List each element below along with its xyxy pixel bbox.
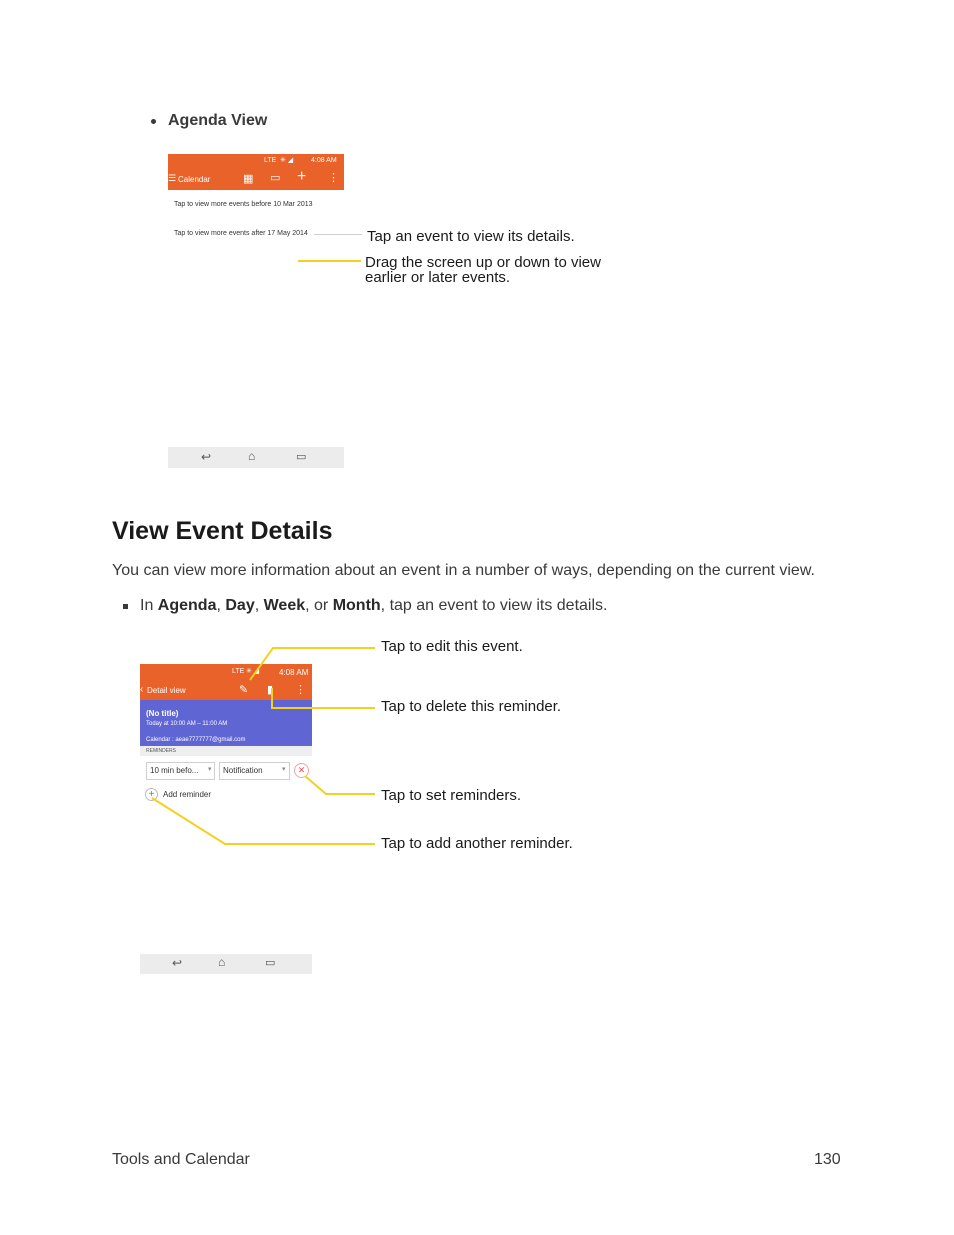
intro-paragraph: You can view more information about an event in a number of ways, depending on the current view.: [112, 562, 815, 579]
callout-line-edit: [250, 648, 375, 680]
reminder-time-value: 10 min befo...: [150, 766, 199, 775]
overflow-menu-icon[interactable]: ⋮: [328, 172, 339, 184]
add-reminder-icon[interactable]: +: [145, 788, 158, 801]
view-later-events-link[interactable]: Tap to view more events after 17 May 2014: [174, 230, 308, 237]
callout-edit: Tap to edit this event.: [381, 638, 523, 655]
back-icon[interactable]: ↩: [172, 956, 183, 970]
dropdown-arrow-icon: ▾: [208, 766, 212, 773]
recent-apps-icon[interactable]: ▭: [296, 451, 307, 463]
event-calendar: Calendar : aeae7777777@gmail.com: [146, 737, 246, 743]
add-reminder-label[interactable]: Add reminder: [163, 790, 212, 799]
remove-reminder-icon[interactable]: ✕: [294, 763, 309, 778]
app-title: Calendar: [178, 175, 211, 184]
signal-icon: ✳ ◢: [246, 668, 260, 675]
callout-line-set: [305, 776, 375, 794]
status-time: 4:08 AM: [311, 157, 337, 164]
overflow-menu-icon[interactable]: ⋮: [295, 684, 306, 696]
event-title: (No title): [146, 709, 179, 718]
callout-tap-event: Tap an event to view its details.: [367, 228, 575, 245]
reminder-type-value: Notification: [223, 766, 263, 775]
callout-drag-line2: earlier or later events.: [365, 269, 511, 286]
calendar-today-icon[interactable]: ▭: [270, 172, 281, 184]
view-earlier-events-link[interactable]: Tap to view more events before 10 Mar 2013: [174, 201, 313, 208]
reminders-header: REMINDERS: [146, 748, 177, 754]
callout-set: Tap to set reminders.: [381, 787, 522, 804]
home-icon[interactable]: ⌂: [218, 955, 226, 969]
view-grid-icon[interactable]: ▦: [243, 173, 254, 185]
home-icon[interactable]: ⌂: [248, 449, 256, 463]
callout-drag-line1: Drag the screen up or down to view: [365, 254, 601, 271]
page-number: 130: [814, 1151, 841, 1168]
back-icon[interactable]: ↩: [201, 450, 212, 464]
network-indicator: LTE: [264, 157, 277, 164]
callout-line-add: [152, 798, 375, 844]
edit-icon[interactable]: ✎: [239, 684, 249, 696]
network-indicator: LTE: [232, 668, 245, 675]
menu-icon[interactable]: ☰: [168, 173, 177, 183]
signal-icon: ✳ ◢: [280, 157, 294, 164]
callout-add: Tap to add another reminder.: [381, 835, 573, 852]
status-time: 4:08 AM: [279, 668, 309, 677]
dropdown-arrow-icon: ▾: [282, 766, 286, 773]
views-instruction: In Agenda, Day, Week, or Month, tap an event to view its details.: [140, 597, 608, 614]
callout-delete: Tap to delete this reminder.: [381, 698, 562, 715]
delete-icon[interactable]: ▮: [267, 684, 274, 696]
add-icon[interactable]: +: [297, 168, 307, 185]
back-chevron-icon[interactable]: ‹: [140, 684, 144, 695]
event-time: Today at 10:00 AM – 11:00 AM: [146, 721, 228, 727]
agenda-view-label: Agenda View: [168, 112, 268, 129]
section-heading: View Event Details: [112, 517, 333, 545]
callout-line-delete: [272, 688, 375, 708]
footer-section-name: Tools and Calendar: [112, 1151, 250, 1168]
recent-apps-icon[interactable]: ▭: [265, 957, 276, 969]
app-title: Detail view: [147, 686, 186, 695]
